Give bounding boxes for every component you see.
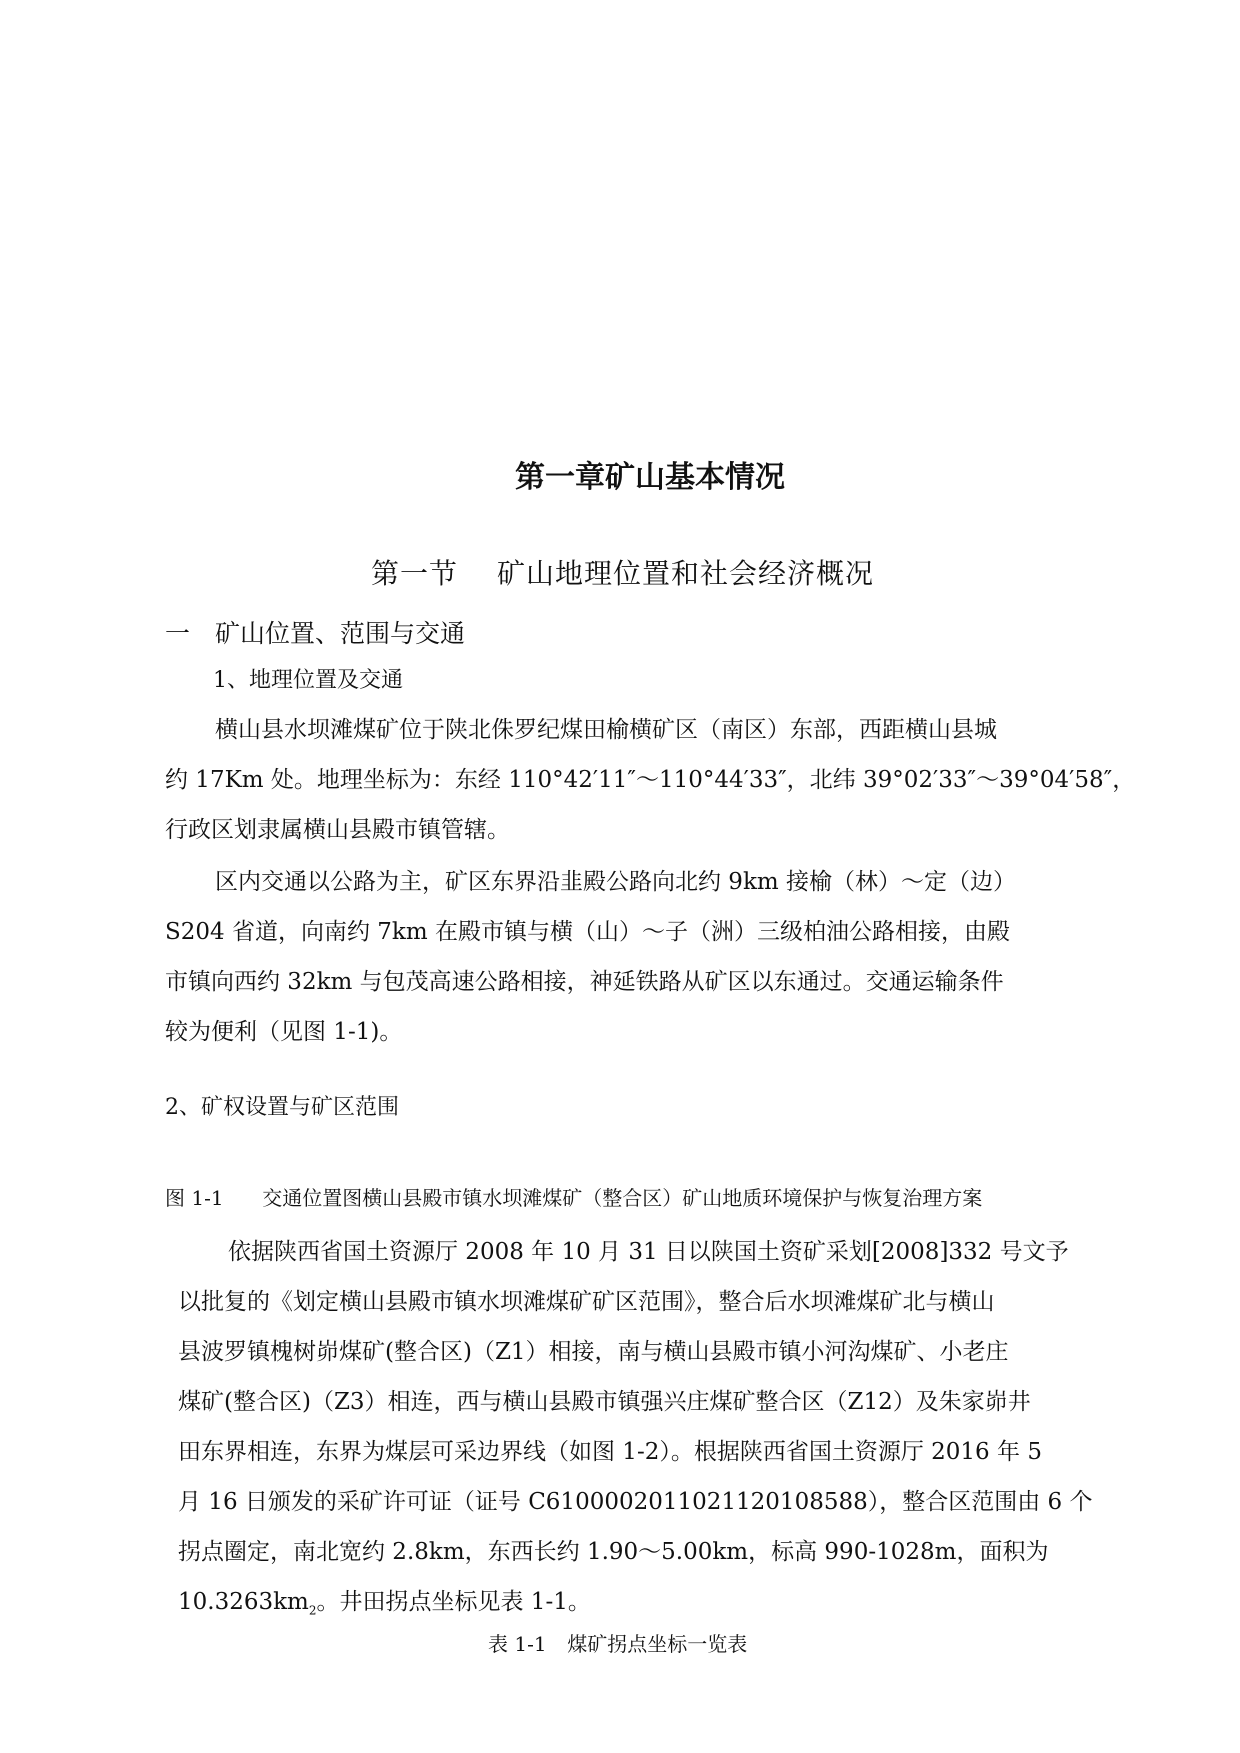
- paragraph-line: 较为便利（见图 1-1)。: [165, 1019, 403, 1045]
- paragraph-line: 市镇向西约 32km 与包茂高速公路相接，神延铁路从矿区以东通过。交通运输条件: [165, 969, 1004, 995]
- section-title: 第一节 矿山地理位置和社会经济概况: [371, 557, 874, 590]
- paragraph-line: 行政区划隶属横山县殿市镇管辖。: [165, 817, 510, 843]
- area-value: 10.3263km: [178, 1589, 309, 1615]
- subsection-title-geography: 1、地理位置及交通: [213, 668, 403, 693]
- figure-caption-text: 交通位置图横山县殿市镇水坝滩煤矿（整合区）矿山地质环境保护与恢复治理方案: [262, 1186, 983, 1210]
- figure-label: 图 1-1: [165, 1186, 224, 1210]
- paragraph-line: 横山县水坝滩煤矿位于陕北侏罗纪煤田榆横矿区（南区）东部，西距横山县城: [215, 717, 997, 743]
- table-label: 表 1-1: [488, 1632, 547, 1656]
- paragraph-line: 以批复的《划定横山县殿市镇水坝滩煤矿矿区范围》，整合后水坝滩煤矿北与横山: [178, 1289, 995, 1315]
- paragraph-line: 拐点圈定，南北宽约 2.8km，东西长约 1.90～5.00km，标高 990-1028m，面积为: [178, 1539, 1049, 1565]
- area-unit-superscript: 2: [308, 1603, 317, 1618]
- chapter-title: 第一章矿山基本情况: [515, 460, 785, 495]
- figure-caption: [165, 1182, 982, 1211]
- paragraph-line: 县波罗镇槐树峁煤矿(整合区)（Z1）相接，南与横山县殿市镇小河沟煤矿、小老庄: [178, 1339, 1009, 1365]
- table-caption: [488, 1628, 747, 1657]
- paragraph-line: 田东界相连，东界为煤层可采边界线（如图 1-2）。根据陕西省国土资源厅 2016 年 5: [178, 1439, 1042, 1465]
- paragraph-line: 煤矿(整合区)（Z3）相连，西与横山县殿市镇强兴庄煤矿整合区（Z12）及朱家峁井: [178, 1389, 1031, 1415]
- subsection-title-mining-rights: 2、矿权设置与矿区范围: [165, 1095, 399, 1120]
- table-caption-text: 煤矿拐点坐标一览表: [567, 1632, 748, 1656]
- area-suffix: 。井田拐点坐标见表 1-1。: [316, 1589, 591, 1615]
- paragraph-line: [178, 1577, 591, 1636]
- paragraph-line: 约 17Km 处。地理坐标为：东经 110°42′11″～110°44′33″，北纬 39°02′33″～39°04′58″，: [165, 767, 1136, 793]
- paragraph-line: S204 省道，向南约 7km 在殿市镇与横（山）～子（洲）三级柏油公路相接，由殿: [165, 919, 1010, 945]
- paragraph-line: 区内交通以公路为主，矿区东界沿韭殿公路向北约 9km 接榆（林）～定（边）: [215, 869, 1017, 895]
- heading-location-scope-traffic: 一 矿山位置、范围与交通: [165, 619, 466, 648]
- paragraph-line: 月 16 日颁发的采矿许可证（证号 C6100002011021120108588），整合区范围由 6 个: [178, 1489, 1093, 1515]
- paragraph-line: 依据陕西省国土资源厅 2008 年 10 月 31 日以陕国土资矿采划[2008]332 号文予: [228, 1239, 1069, 1265]
